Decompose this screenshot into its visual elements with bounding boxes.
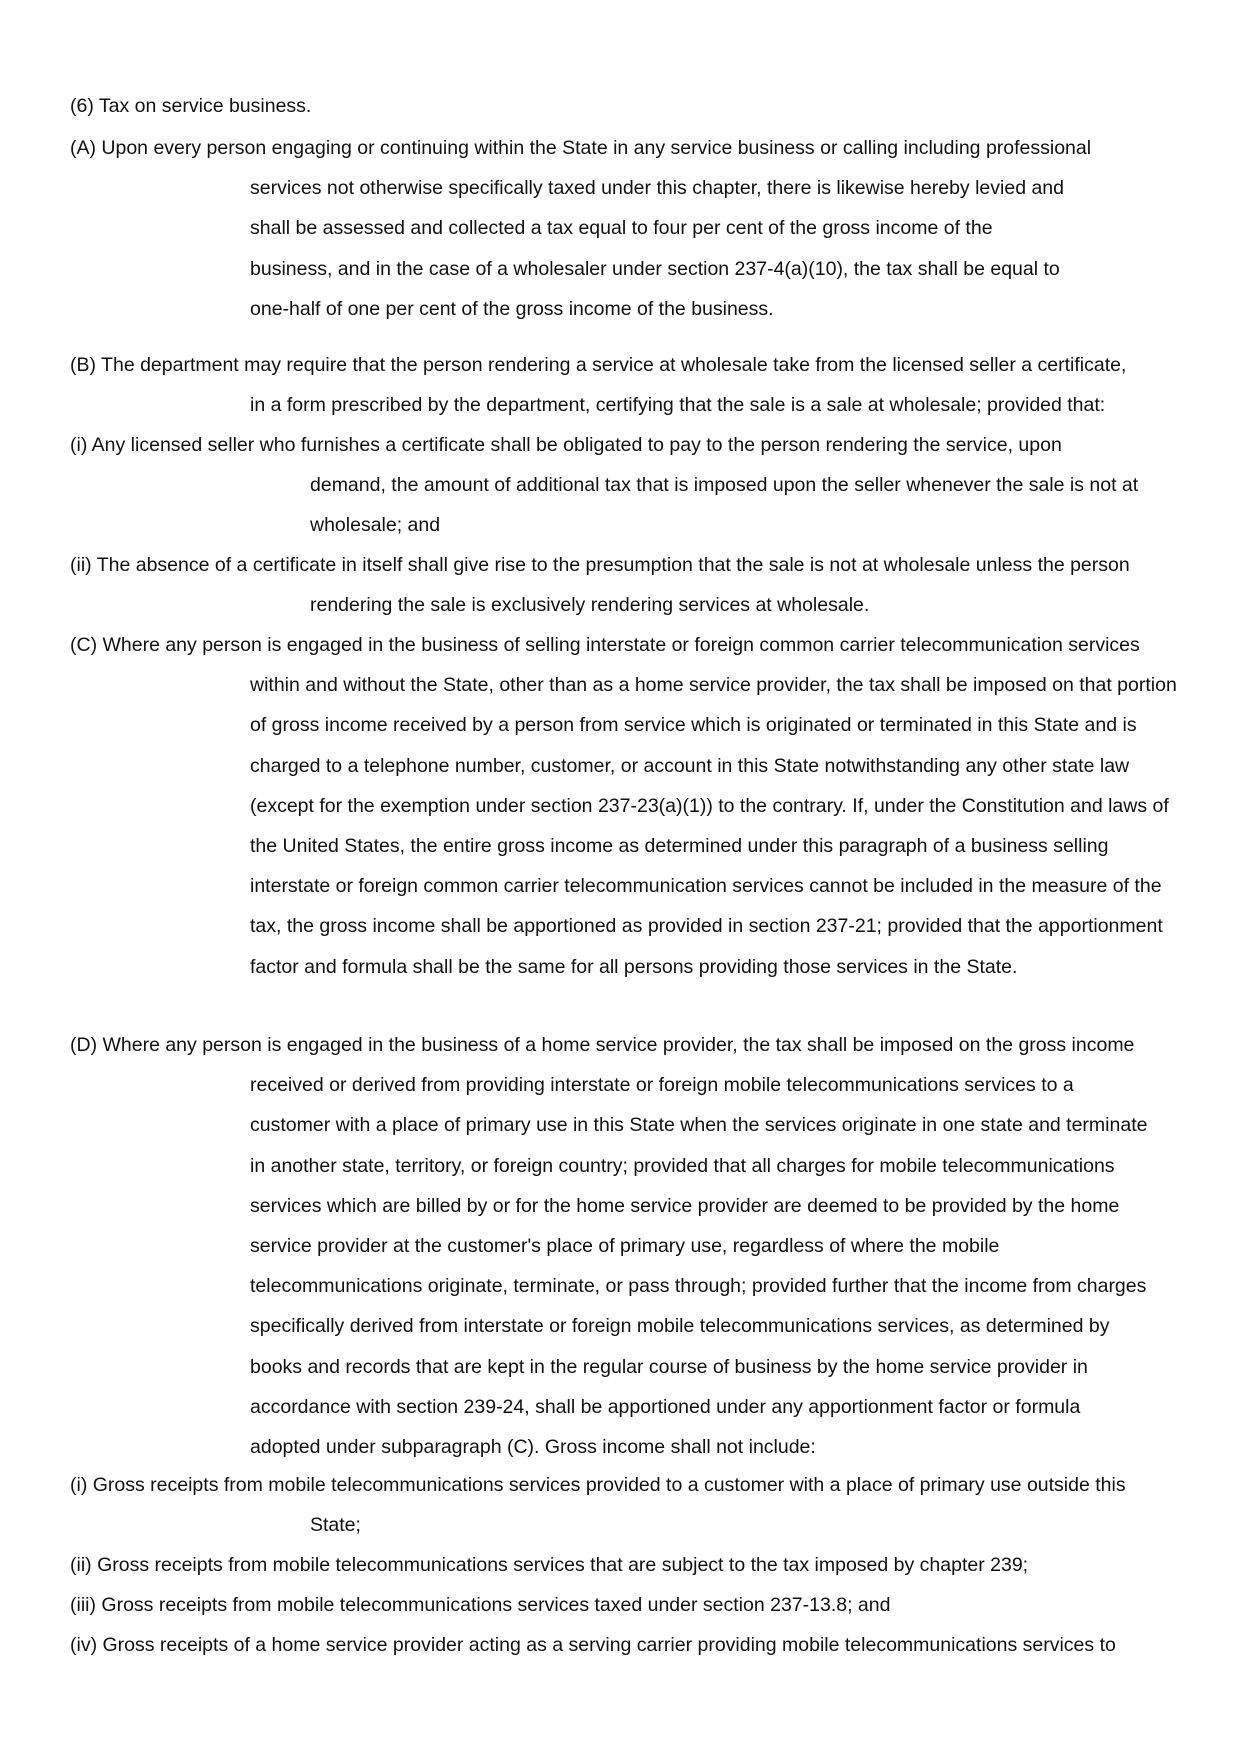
- paragraph-first-line: (i) Gross receipts from mobile telecommunications services provided to a customer with a place of primary use outside this: [70, 1474, 1126, 1496]
- paragraph-first-line: (B) The department may require that the person rendering a service at wholesale take from the licensed seller a certificate,: [70, 354, 1127, 376]
- paragraph-first-line: (ii) Gross receipts from mobile telecommunications services that are subject to the tax imposed by chapter 239;: [70, 1554, 1029, 1576]
- paragraph-continuation: services not otherwise specifically taxed under this chapter, there is likewise hereby levied and shall be assessed and collected a tax equal to four per cent of the gross income of the business, and in the case of a wholesaler under section 237-4(a)(10), the tax shall be equal to one-half of one per cent of the gross income of the business.: [250, 177, 1065, 320]
- paragraph-first-line: (i) Any licensed seller who furnishes a certificate shall be obligated to pay to the person rendering the service, upon: [70, 434, 1062, 456]
- paragraph-continuation: received or derived from providing interstate or foreign mobile telecommunications services to a customer with a place of primary use in this State when the services originate in one state and terminate in another state, territory, or foreign country; provided that all charges for mobile telecommunications services which are billed by or for the home service provider are deemed to be provided by the home service provider at the customer's place of primary use, regardless of where the mobile telecommunications originate, terminate, or pass through; provided further that the income from charges specifically derived from interstate or foreign mobile telecommunications services, as determined by books and records that are kept in the regular course of business by the home service provider in accordance with section 239-24, shall be apportioned under any apportionment factor or formula adopted under subparagraph (C). Gross income shall not include:: [250, 1074, 1148, 1459]
- paragraph-first-line: (A) Upon every person engaging or continuing within the State in any service business or calling including professional: [70, 137, 1092, 159]
- paragraph-continuation: in a form prescribed by the department, certifying that the sale is a sale at wholesale; provided that:: [250, 394, 1106, 417]
- paragraph-d-ii: [70, 1545, 1180, 1585]
- paragraph-continuation: demand, the amount of additional tax that is imposed upon the seller whenever the sale is not at wholesale; and: [310, 474, 1139, 537]
- paragraph-first-line: (iv) Gross receipts of a home service provider acting as a serving carrier providing mobile telecommunications services to: [70, 1634, 1116, 1656]
- paragraph-d: [70, 1025, 1180, 1467]
- paragraph-continuation: within and without the State, other than as a home service provider, the tax shall be imposed on that portion of gross income received by a person from service which is originated or terminated in this State and is charged to a telephone number, customer, or account in this State notwithstanding any other state law (except for the exemption under section 237-23(a)(1)) to the contrary. If, under the Constitution and laws of the United States, the entire gross income as determined under this paragraph of a business selling interstate or foreign common carrier telecommunication services cannot be included in the measure of the tax, the gross income shall be apportioned as provided in section 237-21; provided that the apportionment factor and formula shall be the same for all persons providing those services in the State.: [250, 674, 1177, 978]
- paragraph-first-line: (ii) The absence of a certificate in itself shall give rise to the presumption that the sale is not at wholesale unless the person: [70, 554, 1130, 576]
- paragraph-c: [70, 625, 1180, 987]
- paragraph-b-i: [70, 425, 1180, 546]
- paragraph-b-ii: [70, 545, 1180, 625]
- paragraph-first-line: (D) Where any person is engaged in the business of a home service provider, the tax shall be imposed on the gross income: [70, 1034, 1135, 1056]
- paragraph-first-line: (iii) Gross receipts from mobile telecommunications services taxed under section 237-13.8; and: [70, 1594, 891, 1616]
- paragraph-d-iv: [70, 1625, 1180, 1665]
- paragraph-continuation: rendering the sale is exclusively rendering services at wholesale.: [310, 594, 870, 617]
- paragraph-continuation: State;: [310, 1514, 361, 1537]
- paragraph-d-i: [70, 1465, 1180, 1545]
- paragraph-d-iii: [70, 1585, 1180, 1625]
- section-heading: (6) Tax on service business.: [70, 95, 312, 117]
- paragraph-first-line: (C) Where any person is engaged in the business of selling interstate or foreign common carrier telecommunication services: [70, 634, 1140, 656]
- paragraph-b: [70, 345, 1180, 425]
- paragraph-a: [70, 128, 1180, 329]
